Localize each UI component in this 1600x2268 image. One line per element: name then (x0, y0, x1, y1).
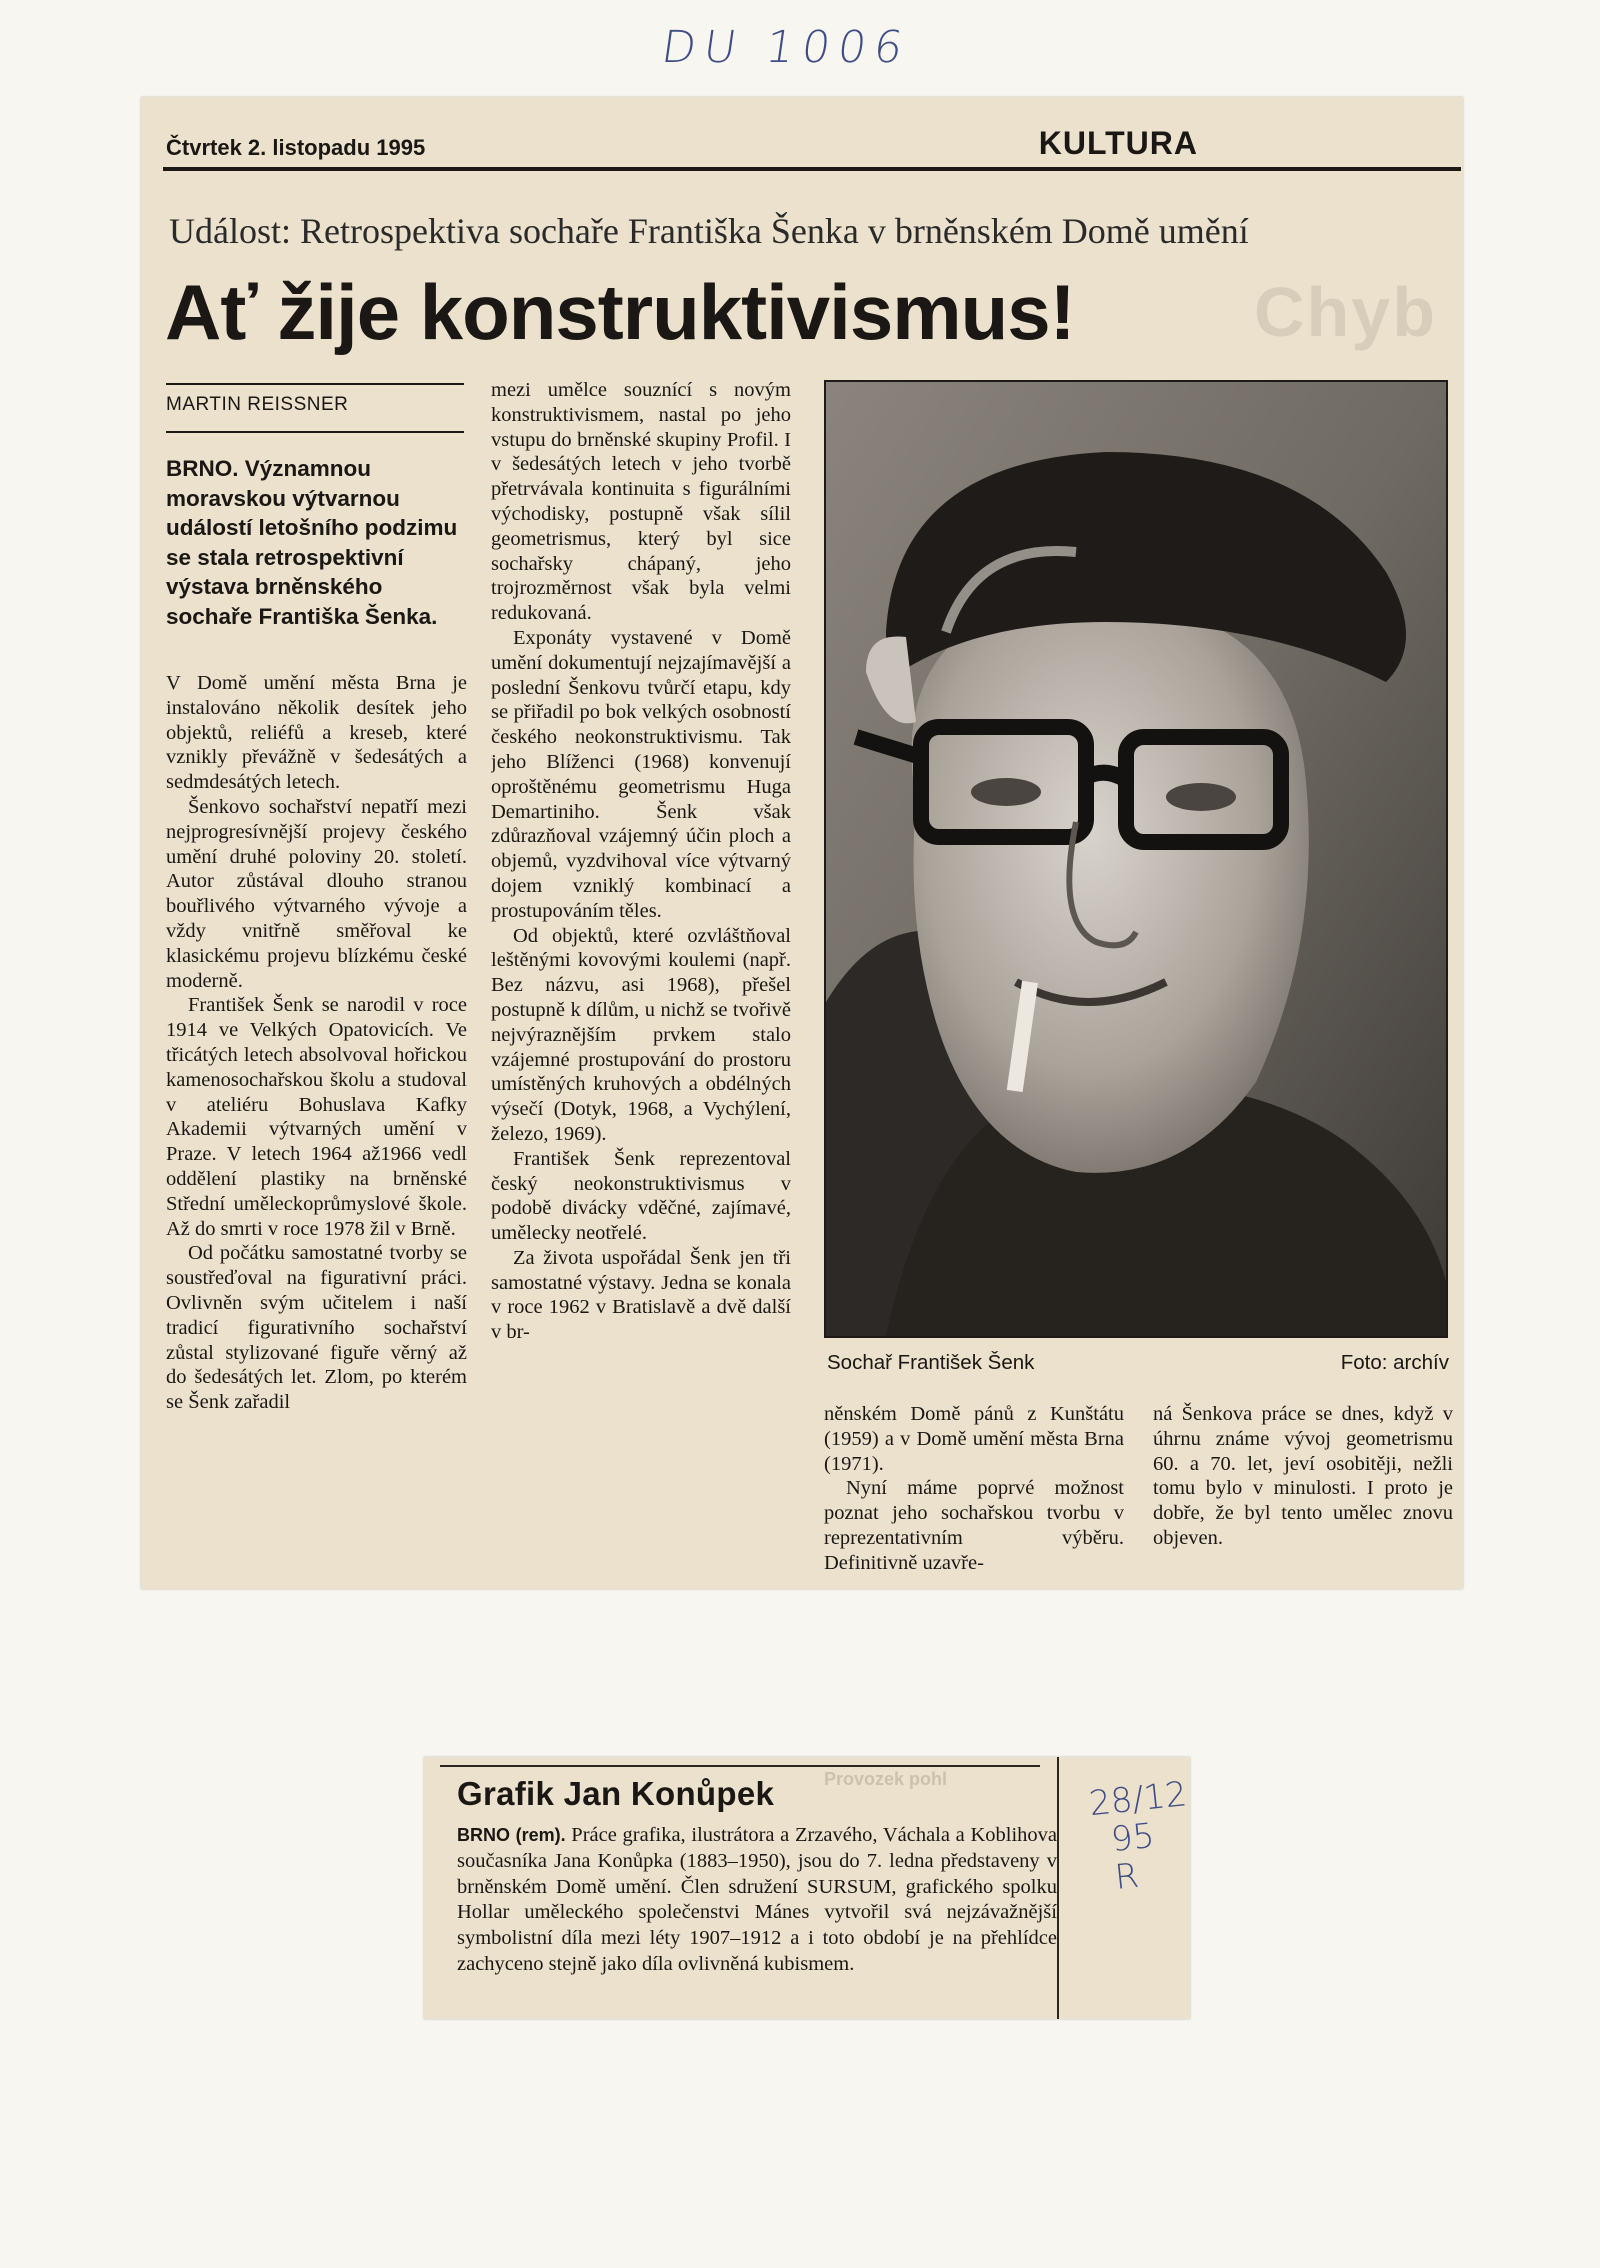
paragraph: Nyní máme poprvé možnost poznat jeho sochařskou tvorbu v reprezentativním výběru. Definitivně uzavře- (824, 1477, 1124, 1574)
portrait-illustration (826, 382, 1446, 1336)
small-clipping-text: Práce grafika, ilustrátora a Zrzavého, Váchala a Koblihova současníka Jana Konůpka (1883–1950), jsou do 7. ledna představeny v brněnském Domě umění. Člen sdružení SURSUM, grafického spolku Hollar uměleckého společenstvi Mánes vytvořil svá nejzávažnější symbolistní díla mezi léty 1907–1912 a i toto období je na přehlídce zachyceno stejně jako díla ovlivněná kubismem. (457, 1824, 1058, 1975)
handwritten-line: 28/12 (1087, 1774, 1189, 1825)
header-rule (163, 167, 1461, 171)
photo-credit: Foto: archív (1340, 1351, 1449, 1374)
article-headline: Ať žije konstruktivismus! (165, 268, 1075, 356)
paragraph: Za života uspořádal Šenk jen tři samostatné výstavy. Jedna se konala v roce 1962 v Bratislavě a dvě další v br- (491, 1246, 791, 1344)
article-column-2 (491, 378, 791, 1581)
small-news-clipping (424, 1757, 1190, 2019)
handwritten-line: 95 (1109, 1815, 1157, 1861)
paragraph: Od objektů, které ozvláštňoval leštěnými kovovými koulemi (např. Bez názvu, asi 1968), přešel postupně k dílům, u nichž se tvořivě nejvýraznějším prvkem stalo vzájemné prostupování do prostoru umístěných kruhových a obdélných výsečí (Dotyk, 1968, a Vychýlení, železo, 1969). (491, 924, 791, 1145)
byline: MARTIN REISSNER (166, 394, 349, 415)
small-clipping-title: Grafik Jan Konůpek (457, 1775, 775, 1812)
article-column-1 (166, 671, 467, 1581)
handwritten-date-note (1087, 1775, 1196, 1899)
handwritten-line: R (1113, 1855, 1141, 1898)
photo-caption: Sochař František Šenk (827, 1351, 1035, 1374)
bleed-through-text: Chyb (1254, 273, 1437, 351)
byline-rule-top (166, 383, 464, 385)
issue-date: Čtvrtek 2. listopadu 1995 (166, 135, 426, 160)
paragraph: František Šenk reprezentoval český neokonstruktivismus v podobě divácky vděčné, zajímavé, umělecky neotřelé. (491, 1147, 791, 1245)
byline-rule-bottom (166, 431, 464, 433)
portrait-photo (824, 380, 1448, 1338)
paragraph: V Domě umění města Brna je instalováno několik desítek jeho objektů, reliéfů a kreseb, které vznikly převážně v šedesátých a sedmdesátých letech. (166, 672, 467, 794)
article-kicker: Událost: Retrospektiva sochaře Františka Šenka v brněnském Domě umění (169, 211, 1249, 251)
small-clipping-body (457, 1823, 1057, 1978)
bleed-through-text: Provozek pohl (824, 1769, 948, 1789)
paragraph: mezi umělce souznící s novým konstruktivismem, nastal po jeho vstupu do brněnské skupiny Profil. I v šedesátých letech v jeho tvorbě přetrvávala kontinuita s figurálními východisky, postupně však sílil geometrismus, který byl sice sochařsky chápaný, jeho trojrozměrnost však byla velmi redukovaná. (491, 379, 791, 625)
paragraph: Od počátku samostatné tvorby se soustřeďoval na figurativní práci. Ovlivněn svým učitelem i naší tradicí figurativního sochařství zůstal stylizované figuře věrný až do šedesátých let. Zlom, po kterém se Šenk zařadil (166, 1242, 467, 1414)
newspaper-clipping (141, 97, 1463, 1589)
section-label: KULTURA (1038, 125, 1198, 161)
article-lead: BRNO. Významnou moravskou výtvarnou událostí letošního podzimu se stala retrospektivní výstava brněnského sochaře Františka Šenka. (166, 456, 458, 629)
paragraph: František Šenk se narodil v roce 1914 ve Velkých Opatovicích. Ve třicátých letech absolvoval hořickou kamenosochařskou školu a studoval v ateliéru Bohuslava Kafky Akademii výtvarných umění v Praze. V letech 1964 až1966 vedl oddělení plastiky na brněnské Střední uměleckoprůmyslové škole. Až do smrti v roce 1978 žil v Brně. (166, 994, 467, 1240)
paragraph: něnském Domě pánů z Kunštátu (1959) a v Domě umění města Brna (1971). (824, 1403, 1124, 1475)
archive-id-handwritten: DU 1006 (658, 22, 914, 73)
paragraph: Exponáty vystavené v Domě umění dokumentují nejzajímavější a poslední Šenkovu tvůrčí etapu, kdy se přiřadil po bok velkých osobností českého neokonstruktivismu. Tak jeho Blíženci (1968) konvenují oproštěnému geometrismu Huga Demartiniho. Šenk však zdůrazňoval vzájemný účin ploch a objemů, vyzdvihoval více výtvarný dojem vzniklý kombinací a prostupováním těles. (491, 626, 791, 922)
article-column-3 (824, 1402, 1124, 1582)
small-clipping-rule (440, 1765, 1040, 1767)
paragraph: Šenkovo sochařství nepatří mezi nejprogresívnější projevy českého umění druhé poloviny 20. století. Autor zůstával dlouho stranou bouřlivého výtvarného vývoje a vždy vnitřně směřoval ke klasickému projevu blízkému české moderně. (166, 795, 467, 992)
small-clipping-column-rule (1057, 1757, 1059, 2019)
paragraph: ná Šenkova práce se dnes, když v úhrnu známe vývoj geometrismu 60. a 70. let, jeví osobitěji, nežli tomu bylo v minulosti. I proto je dobře, že byl tento umělec znovu objeven. (1153, 1403, 1453, 1549)
article-column-4 (1153, 1402, 1453, 1582)
small-clipping-lead: BRNO (rem). (457, 1825, 566, 1845)
